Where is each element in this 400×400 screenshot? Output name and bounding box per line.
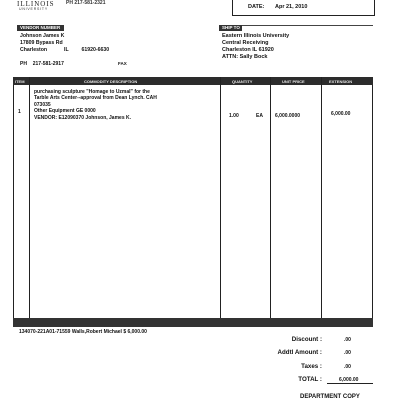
header-extension: EXTENSION [329,79,353,84]
item-unit-price: 6,000.0000 [275,113,301,119]
date-value: Apr 21, 2010 [275,4,308,10]
copy-designation: DEPARTMENT COPY [300,394,360,400]
header-phone: PH 217-581-2321 [66,0,106,6]
vendor-street: 17809 Bypass Rd [20,40,63,46]
vendor-address [20,33,109,54]
university-logo-name: ILLINOIS [17,0,55,8]
vendor-zip: 61920-6630 [81,47,110,53]
ship-to-address [222,33,289,61]
header-unit-price: UNIT PRICE [282,79,305,84]
vendor-section-header: VENDOR NUMBER [17,25,64,31]
ship-to-line1: Eastern Illinois University [222,33,290,39]
description-line: VENDOR: E12090370 Johnson, James K. [34,114,131,121]
items-table-footer [13,318,373,327]
vendor-city: Charleston [20,47,48,53]
ship-to-line3: Charleston IL 61920 [222,47,274,53]
column-divider [270,77,271,327]
discount-label: Discount : [291,336,322,343]
account-line: 134070-221A01-71559 Walls,Robert Michael $ 6,000.00 [19,329,147,335]
additional-amount-value: .00 [344,350,351,356]
column-divider [321,77,322,327]
vendor-state: IL [64,47,69,53]
item-quantity: 1.00 [229,113,239,119]
vendor-phone-label: PH [20,61,27,67]
date-label: DATE: [248,4,265,10]
header-item: ITEM [15,79,25,84]
items-table-header [13,77,373,85]
description-line: Other Equipment GE 0000 [34,108,96,115]
ship-to-rule [219,25,373,26]
column-divider [29,77,30,327]
vendor-fax-label: FAX [118,61,127,66]
vendor-city-line [20,47,109,54]
total-underline [327,383,373,384]
ship-to-attention: ATTN: Sally Bock [222,54,268,60]
taxes-value: .00 [344,364,351,370]
ship-to-section-header: SHIP TO [219,25,242,31]
total-value: 6,000.00 [339,377,359,383]
column-divider [220,77,221,327]
vendor-name: Johnson James K [20,33,65,39]
vendor-phone: 217-581-2917 [32,61,64,67]
additional-amount-label: Addtl Amount : [277,349,322,356]
description-line: Tarble Arts Center--approval from Dean Lynch. CAH [34,95,157,102]
ship-to-line2: Central Receiving [222,40,269,46]
taxes-label: Taxes : [301,363,322,370]
description-line: purchasing sculpture "Homage to Uzmal" for the [34,89,150,95]
item-number: 1 [18,109,21,115]
header-description: COMMODITY DESCRIPTION [84,79,138,84]
vendor-phone-row [20,61,64,67]
university-logo-subtitle: UNIVERSITY [19,7,49,11]
description-line: 073035 [34,101,51,108]
item-extension: 6,000.00 [331,111,351,117]
item-description [34,89,157,121]
discount-value: .00 [344,337,351,343]
item-unit: EA [256,113,263,119]
header-quantity: QUANTITY [232,79,253,84]
total-label: TOTAL : [298,376,322,383]
